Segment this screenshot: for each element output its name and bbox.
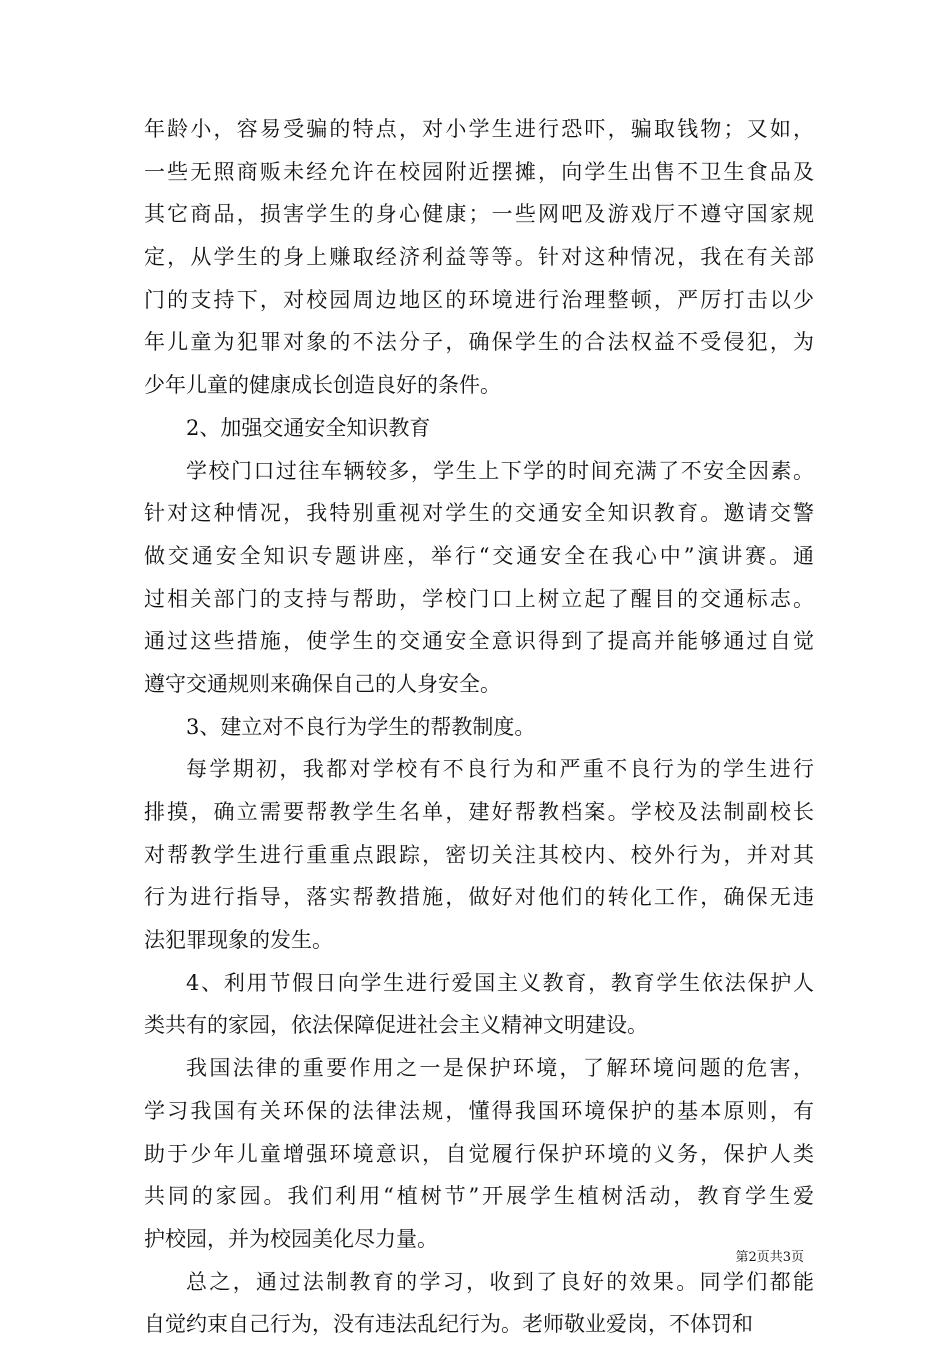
text-line: 3、建立对不良行为学生的帮教制度。 (186, 714, 536, 739)
text-line: 过相关部门的支持与帮助，学校门口上树立起了醒目的交通标志。 (144, 586, 814, 611)
text-line: 年儿童为犯罪对象的不法分子，确保学生的合法权益不受侵犯，为 (144, 330, 814, 355)
text-line: 排摸，确立需要帮教学生名单，建好帮教档案。学校及法制副校长 (144, 800, 814, 824)
text-line: 遵守交通规则来确保自己的人身安全。 (144, 671, 501, 696)
paragraph-h3 (144, 706, 814, 749)
text-line: 针对这种情况，我特别重视对学生的交通安全知识教育。邀请交警 (144, 501, 814, 526)
paragraph-p4 (144, 1047, 814, 1260)
text-line: 类共有的家园，依法保障促进社会主义精神文明建设。 (144, 1013, 648, 1038)
text-line: 4、利用节假日向学生进行爱国主义教育，教育学生依法保护人 (186, 970, 814, 995)
text-line: 一些无照商贩未经允许在校园附近摆摊，向学生出售不卫生食品及 (144, 159, 814, 184)
text-line: 少年儿童的健康成长创造良好的条件。 (144, 373, 501, 398)
text-line: 做交通安全知识专题讲座，举行“交通安全在我心中”演讲赛。通 (144, 543, 814, 568)
text-line: 自觉约束自己行为，没有违法乱纪行为。老师敬业爱岗，不体罚和 (144, 1312, 753, 1337)
document-body (144, 108, 814, 1346)
paragraph-p5 (144, 1261, 814, 1346)
text-line: 年龄小，容易受骗的特点，对小学生进行恐吓，骗取钱物；又如， (144, 117, 814, 141)
text-line: 我国法律的重要作用之一是保护环境，了解环境问题的危害， (186, 1056, 814, 1081)
text-line: 总之，通过法制教育的学习，收到了良好的效果。同学们都能 (186, 1269, 814, 1294)
text-line: 定，从学生的身上赚取经济利益等等。针对这种情况，我在有关部 (144, 245, 814, 270)
text-line: 门的支持下，对校园周边地区的环境进行治理整顿，严厉打击以少 (144, 287, 814, 312)
text-line: 学校门口过往车辆较多，学生上下学的时间充满了不安全因素。 (186, 458, 814, 483)
page-number: 第2页共3页 (735, 1250, 804, 1265)
text-line: 行为进行指导，落实帮教措施，做好对他们的转化工作，确保无违 (144, 885, 814, 910)
text-line: 2、加强交通安全知识教育 (186, 415, 431, 440)
text-line: 共同的家园。我们利用“植树节”开展学生植树活动，教育学生爱 (144, 1184, 814, 1209)
paragraph-p2 (144, 450, 814, 706)
text-line: 其它商品，损害学生的身心健康；一些网吧及游戏厅不遵守国家规 (144, 202, 814, 227)
text-line: 护校园，并为校园美化尽力量。 (144, 1226, 438, 1251)
text-line: 对帮教学生进行重重点跟踪，密切关注其校内、校外行为，并对其 (144, 842, 814, 867)
text-line: 每学期初，我都对学校有不良行为和严重不良行为的学生进行 (186, 757, 814, 782)
text-line: 法犯罪现象的发生。 (144, 928, 333, 953)
paragraph-p1 (144, 108, 814, 407)
text-line: 学习我国有关环保的法律法规，懂得我国环境保护的基本原则，有 (144, 1098, 814, 1123)
paragraph-p3 (144, 748, 814, 961)
text-line: 通过这些措施，使学生的交通安全意识得到了提高并能够通过自觉 (144, 629, 814, 654)
paragraph-h4 (144, 962, 814, 1047)
text-line: 助于少年儿童增强环境意识，自觉履行保护环境的义务，保护人类 (144, 1141, 814, 1166)
paragraph-h2 (144, 407, 814, 450)
